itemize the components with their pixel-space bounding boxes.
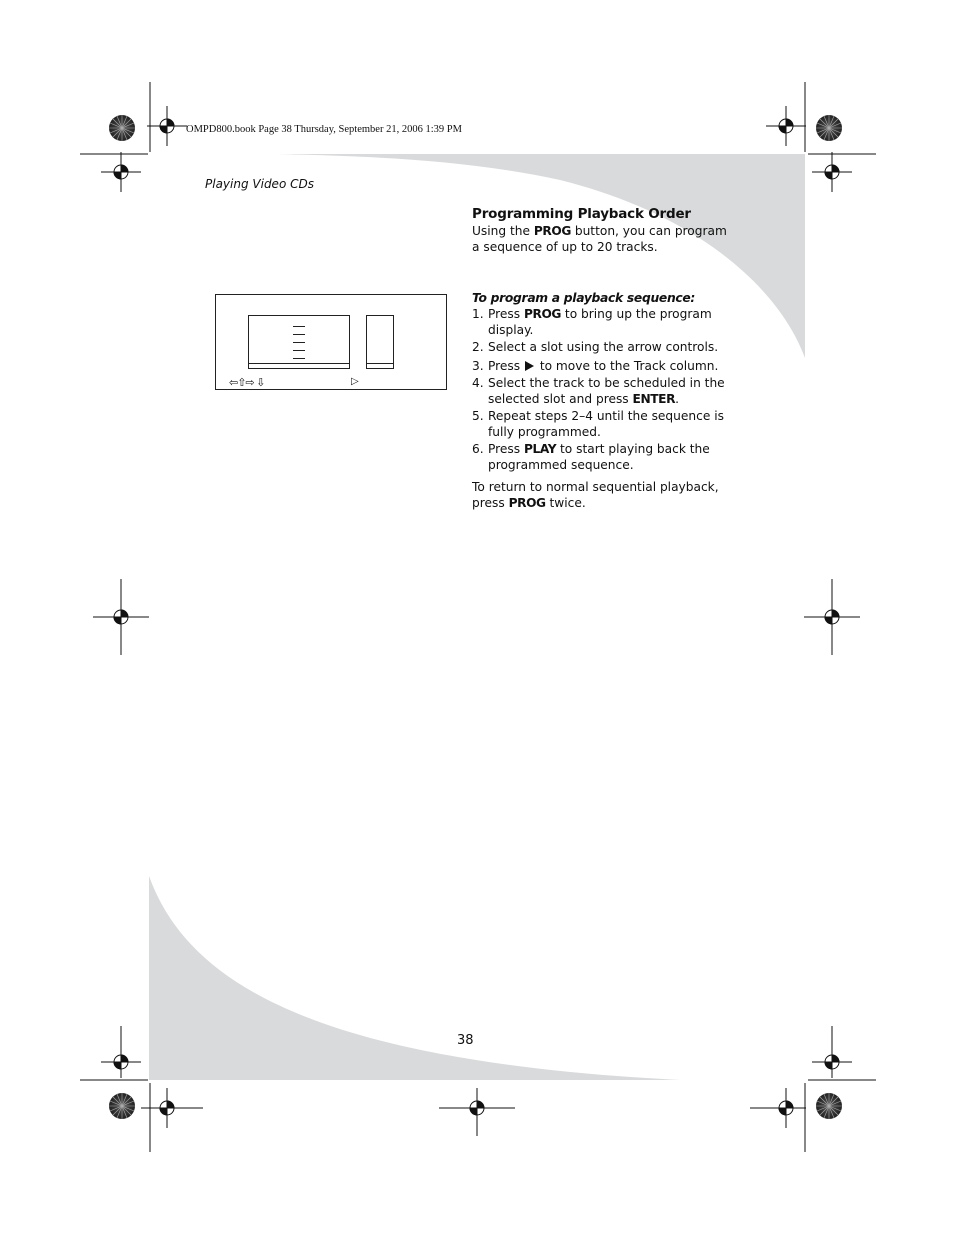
running-head: Playing Video CDs: [205, 177, 314, 191]
step-item: 1. Press PROG to bring up the program display.: [472, 307, 712, 337]
track-divider: [367, 363, 393, 364]
intro-paragraph: Using the PROG button, you can program a sequence of up to 20 tracks.: [472, 224, 727, 254]
procedure-title: To program a playback sequence:: [472, 291, 696, 305]
play-triangle-icon: [525, 361, 534, 371]
step-item: 6. Press PLAY to start playing back the programmed sequence.: [472, 442, 710, 472]
slot-line: [293, 358, 305, 359]
step-item: 3. Press to move to the Track column.: [472, 359, 719, 373]
starburst-marks: [109, 115, 842, 1119]
track-column: [366, 315, 394, 369]
step-list: [472, 306, 732, 474]
play-icon: ▷: [351, 376, 359, 387]
slot-line: [293, 334, 305, 335]
slot-divider: [249, 363, 349, 364]
slot-line: [293, 350, 305, 351]
section-title: Programming Playback Order: [472, 206, 691, 222]
slot-line: [293, 342, 305, 343]
step-item: 5. Repeat steps 2–4 until the sequence is fully programmed.: [472, 409, 724, 439]
outro-paragraph: To return to normal sequential playback, press PROG twice.: [472, 480, 719, 510]
print-slug: OMPD800.book Page 38 Thursday, September 21, 2006 1:39 PM: [186, 124, 462, 135]
step-item: 2. Select a slot using the arrow controls.: [472, 340, 719, 354]
page-number: 38: [457, 1033, 474, 1048]
slot-line: [293, 326, 305, 327]
arrow-keys-icon: ⇦⇧⇨ ⇩: [229, 376, 265, 389]
prog-keyword: PROG: [533, 224, 571, 238]
footer-swoosh: [149, 876, 680, 1080]
step-item: 4. Select the track to be scheduled in the selected slot and press ENTER.: [472, 376, 725, 406]
